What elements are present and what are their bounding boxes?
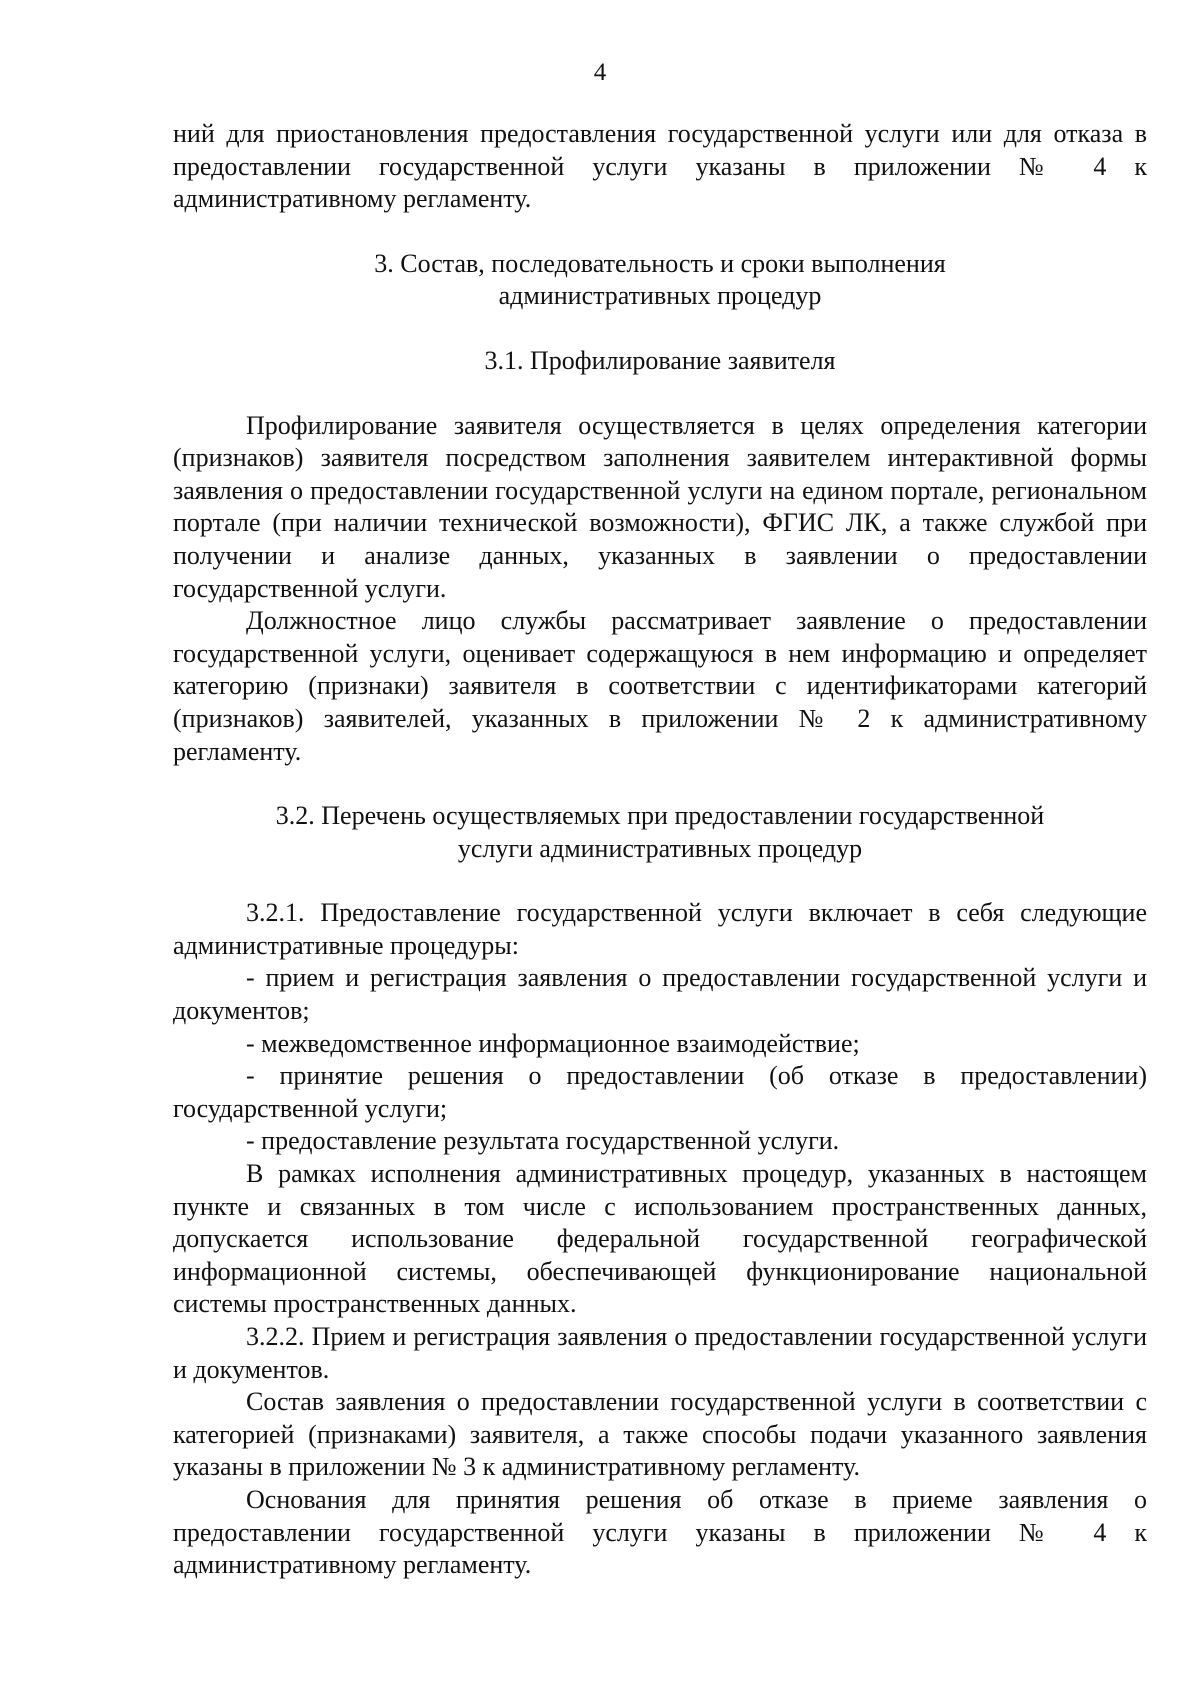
subsection-heading-3-1: 3.1. Профилирование заявителя [484, 345, 836, 375]
list-item: - предоставление результата государственной услуги. [246, 1126, 840, 1156]
list-item: - принятие решения о предоставлении (об отказе в предоставлении) государственной услуги; [173, 1061, 1147, 1123]
paragraph-continuation: ний для приостановления предоставления государственной услуги или для отказа в предоставлении государственной услуги указаны в приложении № 4 к административному регламенту. [173, 119, 1147, 214]
subsection-heading-3-2: 3.2. Перечень осуществляемых при предоставлении государственной услуги административных процедур [275, 801, 1045, 863]
paragraph-3-2-2: 3.2.2. Прием и регистрация заявления о предоставлении государственной услуги и документов. [173, 1322, 1147, 1384]
section-heading-3: 3. Состав, последовательность и сроки выполнения административных процедур [374, 248, 946, 311]
list-item: - прием и регистрация заявления о предоставлении государственной услуги и документов; [173, 963, 1147, 1026]
paragraph-3-2-1: 3.2.1. Предоставление государственной услуги включает в себя следующие административные процедуры: [173, 898, 1147, 960]
paragraph-refusal-grounds: Основания для принятия решения об отказе в приеме заявления о предоставлении государственной услуги указаны в приложении № 4 к административному регламенту. [173, 1484, 1147, 1580]
page-number: 4 [593, 59, 607, 86]
paragraph-spatial-data: В рамках исполнения административных процедур, указанных в настоящем пункте и связанных в том числе с использованием пространственных данных, допускается использование федеральной государственной географической информационной системы, обеспечивающей функционирование национальной системы пространственных данных. [173, 1159, 1147, 1319]
paragraph-profiling: Профилирование заявителя осуществляется в целях определения категории (признаков) заявителя посредством заполнения заявителем интерактивной формы заявления о предоставлении государственной услуги на едином портале, региональном портале (при наличии технической возможности), ФГИС ЛК, а также службой при получении и анализе данных, указанных в заявлении о предоставлении государственной услуги. [173, 410, 1147, 603]
paragraph-application-composition: Состав заявления о предоставлении государственной услуги в соответствии с категорией (признаками) заявителя, а также способы подачи указанного заявления указаны в приложении № 3 к административному регламенту. [173, 1387, 1147, 1482]
paragraph-official-review: Должностное лицо службы рассматривает заявление о предоставлении государственной услуги, оценивает содержащуюся в нем информацию и определяет категорию (признаки) заявителя в соответствии с идентификаторами категорий (признаков) заявителей, указанных в приложении № 2 к административному регламенту. [173, 606, 1147, 766]
list-item: - межведомственное информационное взаимодействие; [246, 1028, 860, 1058]
document-body [173, 118, 1147, 1582]
